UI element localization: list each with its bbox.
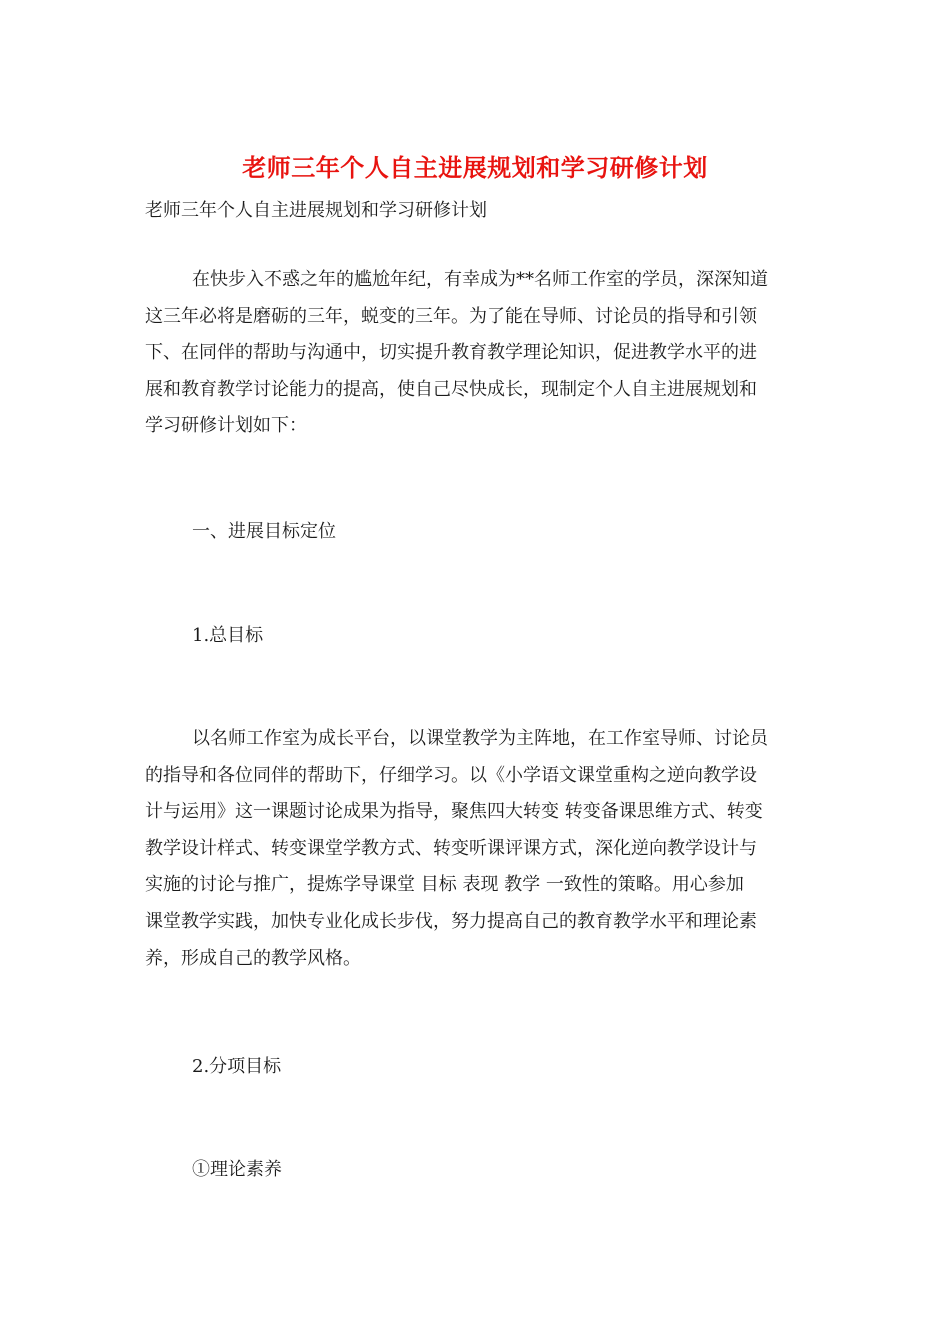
paragraph-line: 养，形成自己的教学风格。 [145,947,361,969]
intro-paragraph [145,262,811,445]
paragraph-line: 以名师工作室为成长平台，以课堂教学为主阵地，在工作室导师、讨论员 [192,728,768,749]
subsection-heading: 2.分项目标 [192,1056,282,1077]
paragraph-line: 教学设计样式、转变课堂学教方式、转变听课评课方式，深化逆向教学设计与 [145,837,757,859]
paragraph-line: 学习研修计划如下： [145,415,307,437]
paragraph-line: 计与运用》这一课题讨论成果为指导，聚焦四大转变 转变备课思维方式、转变 [145,801,763,823]
paragraph-line: 的指导和各位同伴的帮助下，仔细学习。以《小学语文课堂重构之逆向教学设 [145,764,757,786]
subsection-heading: 1.总目标 [192,625,264,646]
document-title: 老师三年个人自主进展规划和学习研修计划 [242,153,708,182]
goal-paragraph [145,721,811,977]
document-subtitle: 老师三年个人自主进展规划和学习研修计划 [145,200,487,221]
item-heading: ①理论素养 [192,1159,282,1180]
paragraph-line: 课堂教学实践，加快专业化成长步伐，努力提高自己的教育教学水平和理论素 [145,910,757,932]
paragraph-line: 展和教育教学讨论能力的提高，使自己尽快成长，现制定个人自主进展规划和 [145,378,757,400]
paragraph-line: 实施的讨论与推广，提炼学导课堂 目标 表现 教学 一致性的策略。用心参加 [145,874,744,896]
paragraph-line: 在快步入不惑之年的尴尬年纪，有幸成为**名师工作室的学员，深深知道 [192,269,768,290]
section-heading: 一、进展目标定位 [192,521,336,542]
paragraph-line: 下、在同伴的帮助与沟通中，切实提升教育教学理论知识，促进教学水平的进 [145,342,757,364]
paragraph-line: 这三年必将是磨砺的三年，蜕变的三年。为了能在导师、讨论员的指导和引领 [145,305,757,327]
